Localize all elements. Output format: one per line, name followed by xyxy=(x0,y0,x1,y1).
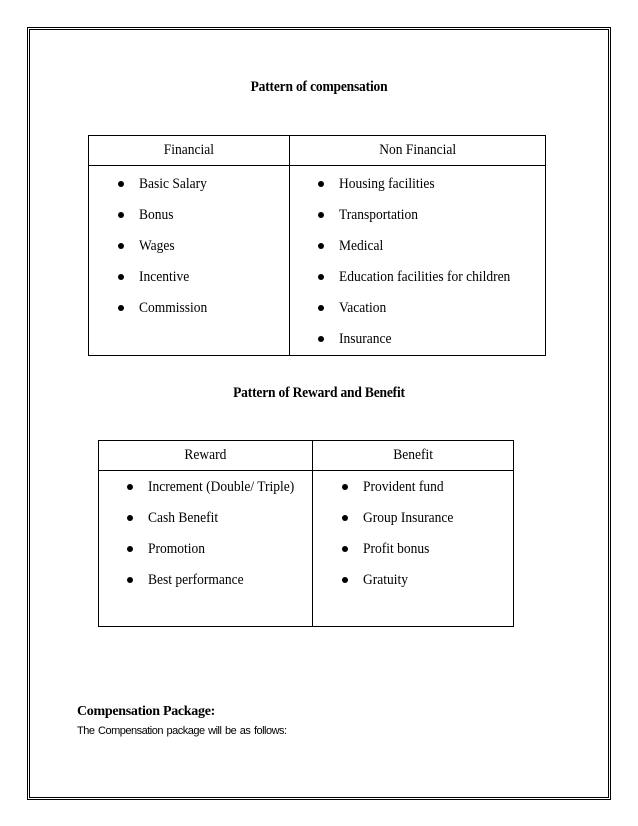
list-item: Provident fund xyxy=(342,472,514,503)
reward-benefit-title: Pattern of Reward and Benefit xyxy=(233,385,405,401)
non-financial-cell xyxy=(290,166,546,356)
list-item: Increment (Double/ Triple) xyxy=(127,472,312,503)
bullet-icon xyxy=(318,336,324,342)
list-item: Commission xyxy=(118,293,289,324)
bullet-icon xyxy=(318,274,324,280)
list-item: Medical xyxy=(318,231,545,262)
list-item: Housing facilities xyxy=(318,169,545,200)
list-item: Promotion xyxy=(127,534,312,565)
list-item: Transportation xyxy=(318,200,545,231)
reward-header: Reward xyxy=(99,441,313,471)
reward-cell xyxy=(99,471,313,627)
bullet-icon xyxy=(127,515,133,521)
bullet-icon xyxy=(118,212,124,218)
compensation-package-text: The Compensation package will be as follows: xyxy=(77,725,287,737)
bullet-icon xyxy=(118,181,124,187)
list-item: Gratuity xyxy=(342,565,514,596)
bullet-icon xyxy=(342,577,348,583)
bullet-icon xyxy=(318,243,324,249)
non-financial-header: Non Financial xyxy=(290,136,546,166)
list-item: Basic Salary xyxy=(118,169,289,200)
list-item: Best performance xyxy=(127,565,312,596)
benefit-cell xyxy=(312,471,514,627)
compensation-package-heading: Compensation Package: xyxy=(77,704,215,719)
list-item: Bonus xyxy=(118,200,289,231)
compensation-pattern-title: Pattern of compensation xyxy=(250,79,388,95)
bullet-icon xyxy=(318,212,324,218)
list-item: Group Insurance xyxy=(342,503,514,534)
table-row xyxy=(89,166,546,356)
compensation-pattern-table xyxy=(88,135,546,356)
benefit-header: Benefit xyxy=(312,441,514,471)
bullet-icon xyxy=(318,305,324,311)
table-header-row xyxy=(89,136,546,166)
bullet-icon xyxy=(118,274,124,280)
list-item: Incentive xyxy=(118,262,289,293)
bullet-icon xyxy=(127,577,133,583)
bullet-icon xyxy=(118,305,124,311)
bullet-icon xyxy=(127,546,133,552)
non-financial-list xyxy=(290,169,545,355)
bullet-icon xyxy=(342,546,348,552)
list-item: Cash Benefit xyxy=(127,503,312,534)
table-row xyxy=(99,471,514,627)
financial-list xyxy=(89,169,289,324)
reward-list xyxy=(99,472,312,596)
list-item: Insurance xyxy=(318,324,545,355)
table-header-row xyxy=(99,441,514,471)
reward-benefit-table xyxy=(98,440,514,627)
bullet-icon xyxy=(318,181,324,187)
bullet-icon xyxy=(127,484,133,490)
bullet-icon xyxy=(118,243,124,249)
bullet-icon xyxy=(342,484,348,490)
bullet-icon xyxy=(342,515,348,521)
financial-header: Financial xyxy=(89,136,290,166)
list-item: Wages xyxy=(118,231,289,262)
benefit-list xyxy=(313,472,514,596)
list-item: Profit bonus xyxy=(342,534,514,565)
list-item: Education facilities for children xyxy=(318,262,545,293)
list-item: Vacation xyxy=(318,293,545,324)
financial-cell xyxy=(89,166,290,356)
